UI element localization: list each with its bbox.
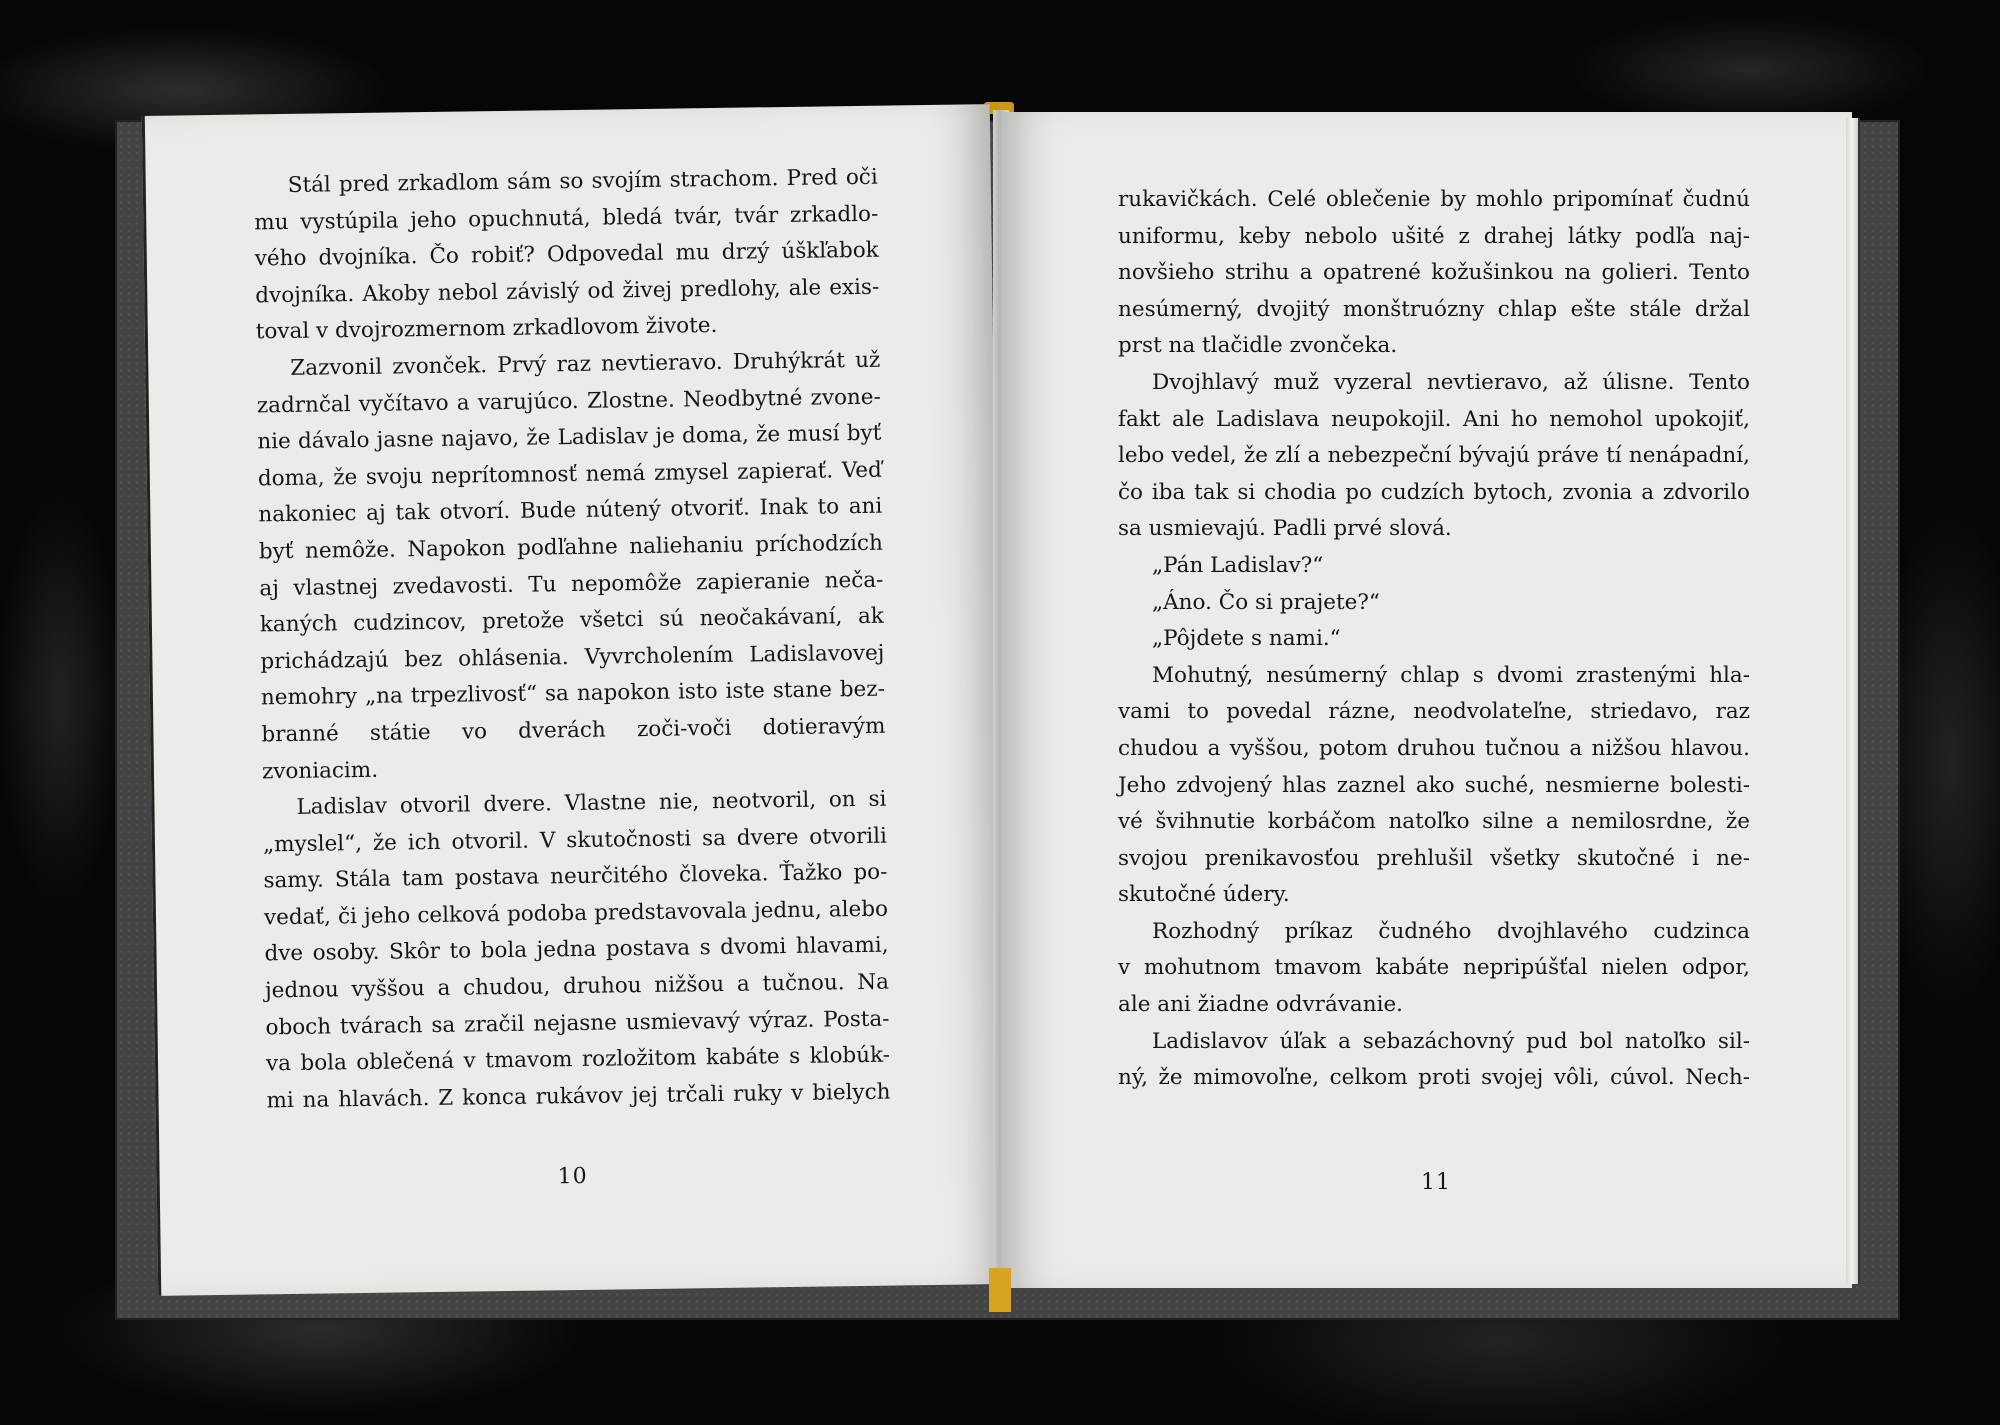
text-line: dve osoby. Skôr to bola jedna postava s dvomi hlavami,: [264, 933, 889, 967]
text-line: Jeho zdvojený hlas zaznel ako suché, nesmierne bolesti-: [1118, 772, 1750, 798]
text-line: va bola oblečená v tmavom rozložitom kabáte s klobúk-: [265, 1042, 891, 1077]
text-line: vami to povedal rázne, neodvolateľne, striedavo, raz: [1118, 699, 1750, 725]
text-line: chudou a vyššou, potom druhou tučnou a nižšou hlavou.: [1118, 735, 1750, 761]
bookmark-ribbon: [989, 1268, 1011, 1312]
text-line: nesúmerný, dvojitý monštruózny chlap ešte stále držal: [1118, 296, 1750, 322]
text-line: mu vystúpila jeho opuchnutá, bledá tvár, tvár zrkadlo-: [254, 201, 879, 236]
text-line: oboch tvárach sa zračil nejasne usmievavý výraz. Posta-: [265, 1006, 890, 1040]
text-line: „myslel“, že ich otvoril. V skutočnosti sa dvere otvorili: [262, 823, 888, 858]
text-line: doma, že svoju neprítomnosť nemá zmysel zapierať. Veď: [257, 457, 882, 492]
text-line: rukavičkách. Celé oblečenie by mohlo pripomínať čudnú: [1118, 187, 1750, 212]
text-line: novšieho strihu a opatrené kožušinkou na golieri. Tento: [1118, 260, 1750, 286]
page-block-edge: [1846, 118, 1860, 1284]
text-line: čo iba tak si chodia po cudzích bytoch, zvonia a zdvorilo: [1118, 479, 1750, 505]
text-line: Stál pred zrkadlom sám so svojím strachom. Pred oči: [287, 164, 878, 198]
text-line: svojou prenikavosťou prehlušil všetky skutočné i ne-: [1118, 845, 1750, 871]
text-line: byť nemôže. Napokon podľahne naliehaniu príchodzích: [258, 530, 884, 565]
text-line: jednou vyššou a chudou, druhou nižšou a tučnou. Na: [264, 969, 890, 1004]
text-line: fakt ale Ladislava neupokojil. Ani ho nemohol upokojiť,: [1118, 406, 1750, 432]
text-line: v mohutnom tmavom kabáte nepripúšťal nielen odpor,: [1118, 955, 1750, 981]
text-line: vé švihnutie korbáčom natoľko silne a nemilosrdne, že: [1118, 809, 1750, 835]
text-line: uniformu, keby nebolo ušité z drahej látky podľa naj-: [1118, 223, 1750, 249]
text-line: zadrnčal vyčítavo a varujúco. Zlostne. Neodbytné zvone-: [256, 384, 881, 418]
text-line: Dvojhlavý muž vyzeral nevtieravo, až úlisne. Tento: [1152, 369, 1750, 395]
text-line: Mohutný, nesúmerný chlap s dvomi zrastenými hla-: [1152, 662, 1750, 688]
text-line: branné státie vo dverách zoči-voči dotieravým zvoniacim.: [261, 713, 886, 784]
text-line: Zazvonil zvonček. Prvý raz nevtieravo. Druhýkrát už: [290, 347, 881, 381]
text-line: lebo vedel, že zlí a nebezpeční bývajú práve tí nenápadní,: [1118, 443, 1750, 469]
text-line: toval v dvojrozmernom zrkadlovom živote.: [255, 313, 718, 345]
text-line: ale ani žiadne odvrávanie.: [1118, 992, 1404, 1018]
left-page-text: [254, 160, 891, 1120]
text-line: prst na tlačidle zvončeka.: [1118, 333, 1398, 359]
text-line: prichádzajú bez ohlásenia. Vyvrcholením Ladislavovej: [260, 640, 885, 675]
text-line: Ladislav otvoril dvere. Vlastne nie, neotvoril, on si: [296, 786, 887, 820]
text-line: vého dvojníka. Čo robiť? Odpovedal mu drzý úškľabok: [254, 237, 879, 272]
text-line: skutočné údery.: [1118, 882, 1290, 908]
right-page-text: [1118, 182, 1750, 1097]
text-line: nie dávalo jasne najavo, že Ladislav je doma, že musí byť: [257, 420, 882, 455]
text-line: Ladislavov úľak a sebazáchovný pud bol natoľko sil-: [1152, 1028, 1750, 1054]
text-line: samy. Stála tam postava neurčitého človeka. Ťažko po-: [263, 859, 888, 894]
text-line: Rozhodný príkaz čudného dvojhlavého cudzinca: [1152, 918, 1750, 944]
text-line: sa usmievajú. Padli prvé slová.: [1118, 516, 1452, 542]
text-line: nemohry „na trpezlivosť“ sa napokon isto iste stane bez-: [260, 676, 886, 711]
text-line: nakoniec aj tak otvorí. Bude nútený otvoriť. Inak to ani: [258, 494, 883, 528]
text-line: vedať, či jeho celková podoba predstavovala jednu, alebo: [263, 896, 889, 931]
left-page-number: 10: [557, 1163, 588, 1190]
left-page: [142, 104, 1006, 1296]
text-line: aj vlastnej zvedavosti. Tu nepomôže zapieranie neča-: [259, 567, 884, 601]
text-line: ný, že mimovoľne, celkom proti svojej vôli, cúvol. Nech-: [1118, 1065, 1750, 1091]
text-line: „Pôjdete s nami.“: [1152, 626, 1341, 652]
right-page-number: 11: [1421, 1170, 1451, 1195]
text-line: dvojníka. Akoby nebol závislý od živej predlohy, ale exis-: [255, 274, 880, 309]
right-page: [1002, 112, 1852, 1288]
text-line: kaných cudzincov, pretože všetci sú neočakávaní, ak: [259, 603, 885, 638]
text-line: mi na hlavách. Z konca rukávov jej trčali ruky v bielych: [266, 1079, 891, 1114]
text-line: „Pán Ladislav?“: [1152, 552, 1324, 578]
text-line: „Áno. Čo si prajete?“: [1152, 589, 1380, 615]
